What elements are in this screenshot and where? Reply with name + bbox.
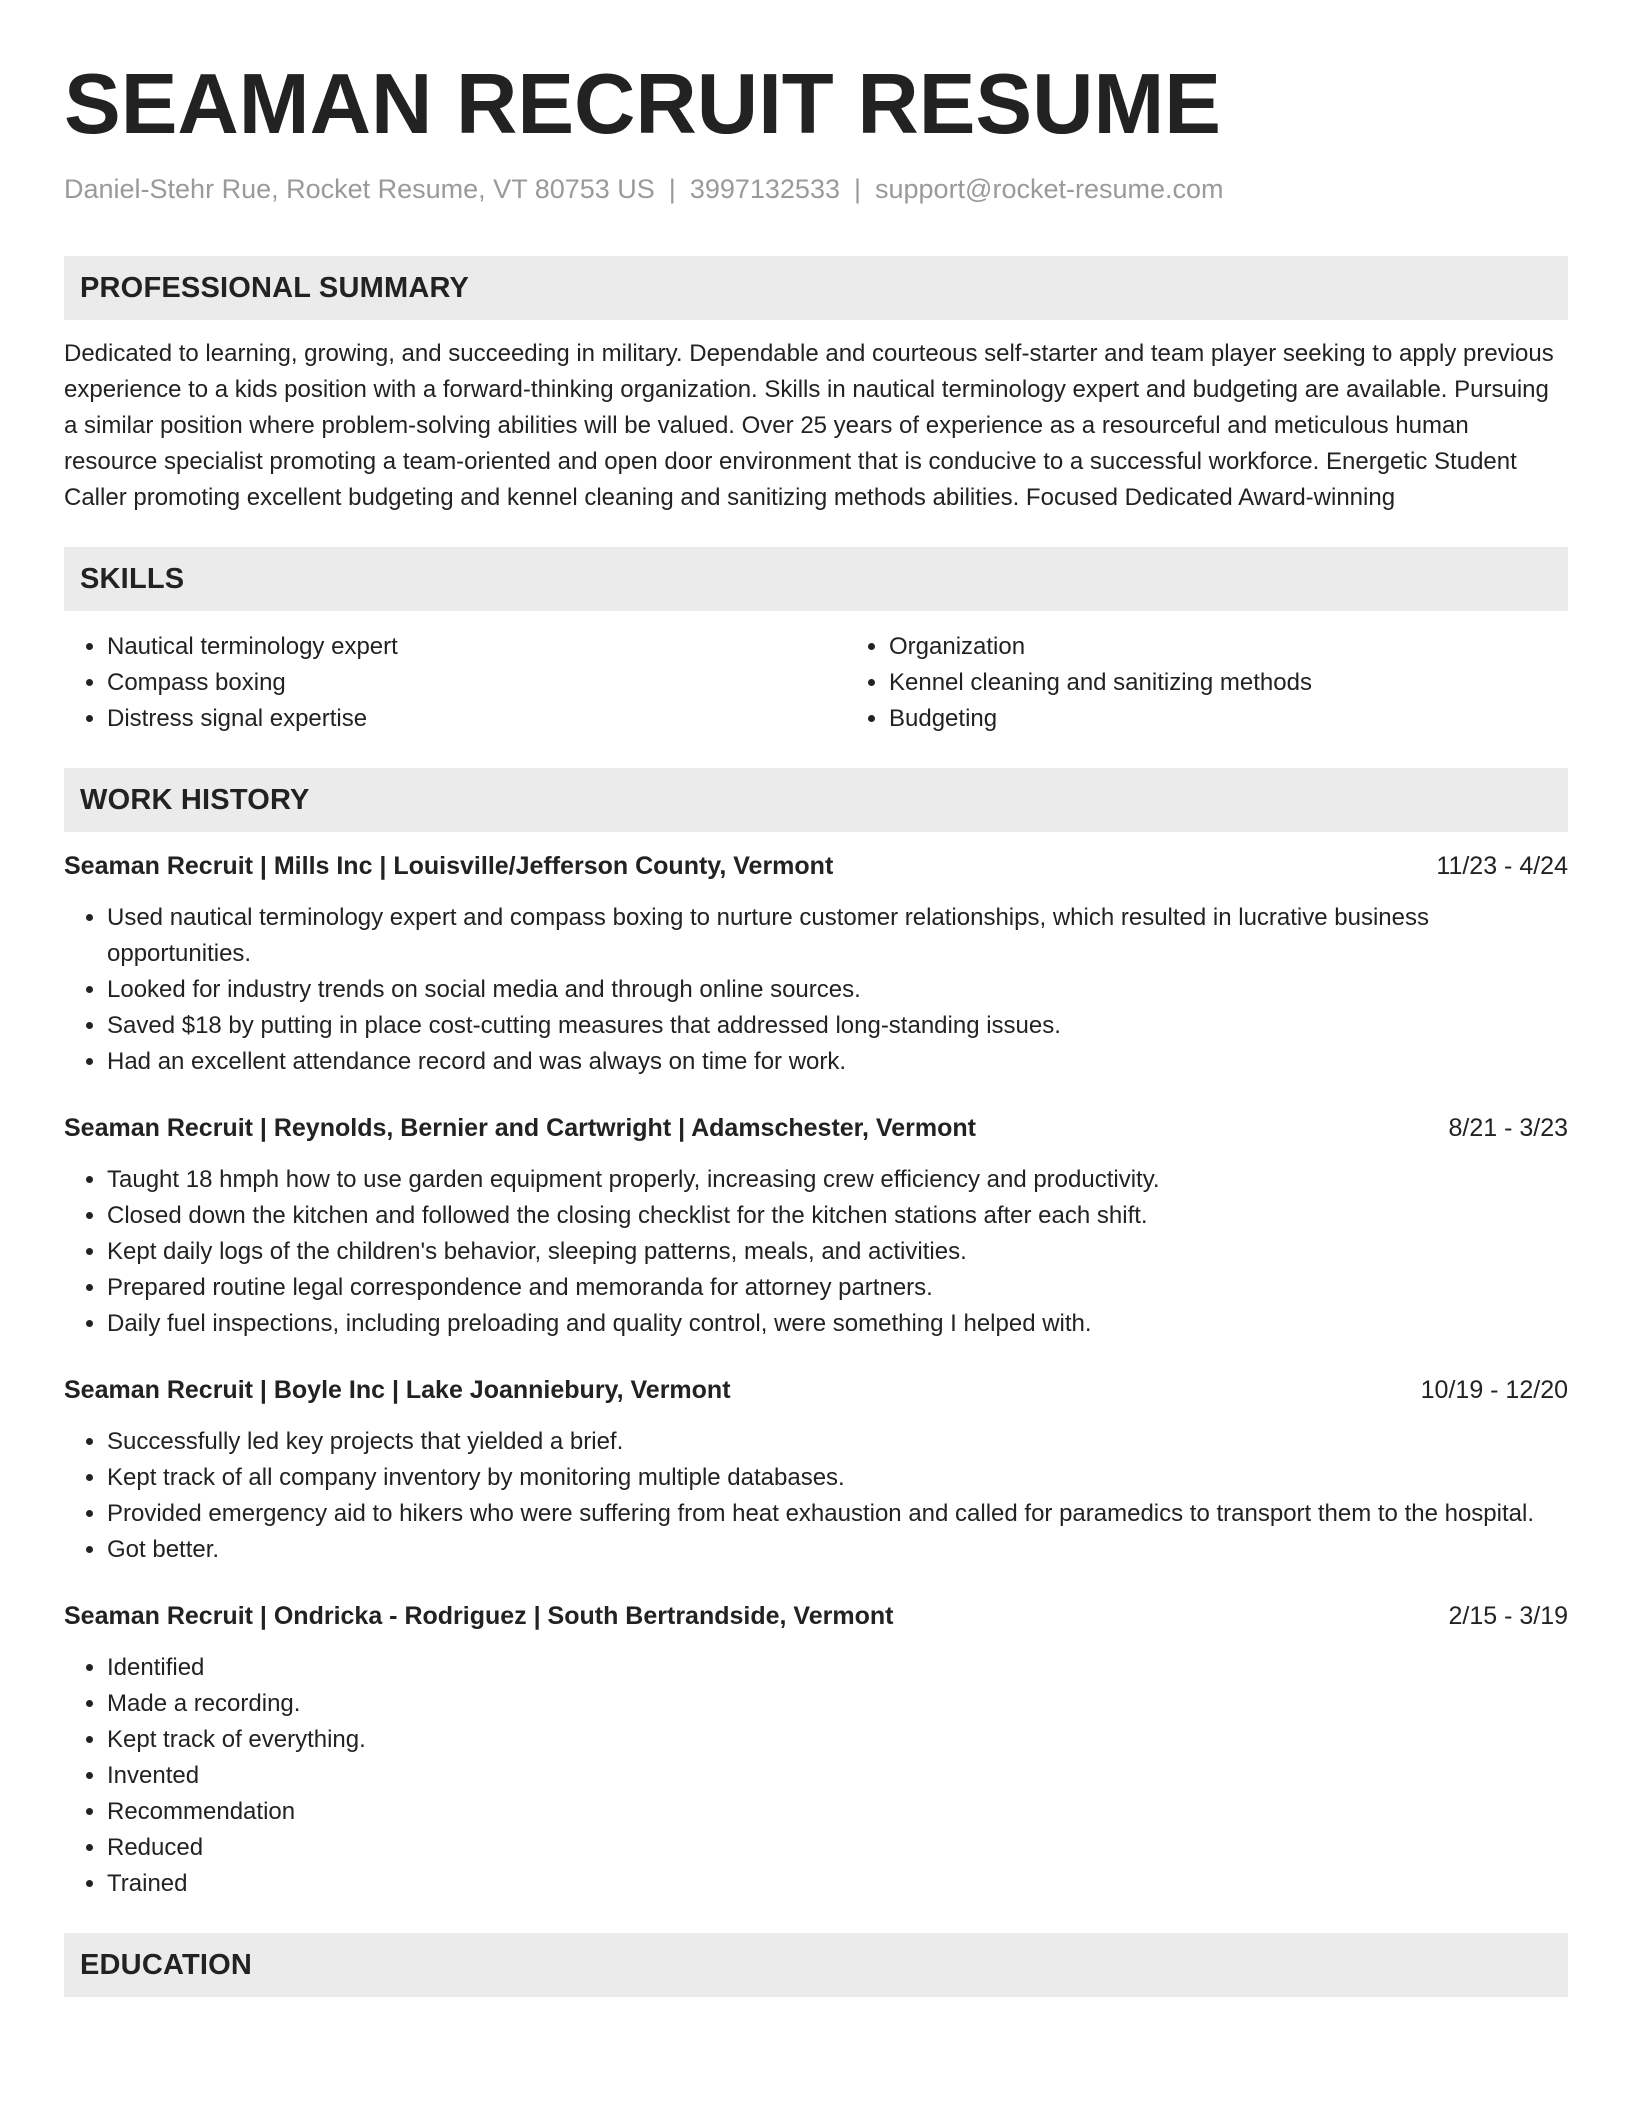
skills-heading: SKILLS — [64, 547, 1568, 611]
contact-phone: 3997132533 — [689, 174, 840, 204]
job-bullet: • Identified — [107, 1650, 1568, 1686]
job-bullet: • Invented — [107, 1758, 1568, 1794]
job-dates: 11/23 - 4/24 — [1436, 852, 1568, 881]
job-entry — [64, 1598, 1568, 1902]
skill-item: • Organization — [889, 629, 1628, 665]
job-title: Seaman Recruit | Reynolds, Bernier and Cartwright | Adamschester, Vermont — [64, 1114, 976, 1143]
skills-list — [64, 629, 1568, 737]
job-bullet: • Daily fuel inspections, including preloading and quality control, were something I helped with. — [107, 1306, 1568, 1342]
job-bullets — [64, 900, 1568, 1080]
job-bullets — [64, 1650, 1568, 1902]
job-title: Seaman Recruit | Mills Inc | Louisville/Jefferson County, Vermont — [64, 852, 834, 881]
skill-item: • Nautical terminology expert — [107, 629, 846, 665]
summary-text: Dedicated to learning, growing, and succeeding in military. Dependable and courteous self-starter and team player seeking to apply previous experience to a kids position with a forward-thinking organization. Skills in nautical terminology expert and budgeting are available. Pursuing a similar position where problem-solving abilities will be valued. Over 25 years of experience as a resourceful and meticulous human resource specialist promoting a team-oriented and open door environment that is conducive to a successful workforce. Energetic Student Caller promoting excellent budgeting and kennel cleaning and sanitizing methods abilities. Focused Dedicated Award-winning — [64, 340, 1554, 512]
contact-email: support@rocket-resume.com — [875, 174, 1224, 204]
job-header — [64, 848, 1568, 884]
job-header — [64, 1372, 1568, 1408]
job-entry — [64, 1110, 1568, 1342]
job-bullet: • Closed down the kitchen and followed the closing checklist for the kitchen stations after each shift. — [107, 1198, 1568, 1234]
job-bullet: • Used nautical terminology expert and compass boxing to nurture customer relationships, which resulted in lucrative business opportunities. — [107, 900, 1568, 972]
job-dates: 2/15 - 3/19 — [1448, 1602, 1568, 1631]
job-bullet: • Kept daily logs of the children's behavior, sleeping patterns, meals, and activities. — [107, 1234, 1568, 1270]
job-bullet: • Prepared routine legal correspondence and memoranda for attorney partners. — [107, 1270, 1568, 1306]
job-entry — [64, 1372, 1568, 1568]
contact-separator: | — [853, 174, 861, 204]
skill-item: • Distress signal expertise — [107, 701, 846, 737]
job-bullet: • Successfully led key projects that yielded a brief. — [107, 1424, 1568, 1460]
job-bullet: • Kept track of everything. — [107, 1722, 1568, 1758]
work-history-heading: WORK HISTORY — [64, 768, 1568, 832]
job-dates: 10/19 - 12/20 — [1420, 1376, 1568, 1405]
job-bullet: • Got better. — [107, 1532, 1568, 1568]
job-entry — [64, 848, 1568, 1080]
job-header — [64, 1598, 1568, 1634]
contact-line — [64, 173, 1568, 205]
job-bullet: • Taught 18 hmph how to use garden equipment properly, increasing crew efficiency and productivity. — [107, 1162, 1568, 1198]
job-bullet: • Saved $18 by putting in place cost-cutting measures that addressed long-standing issues. — [107, 1008, 1568, 1044]
skill-item: • Budgeting — [889, 701, 1628, 737]
contact-separator: | — [668, 174, 676, 204]
job-bullet: • Recommendation — [107, 1794, 1568, 1830]
job-title: Seaman Recruit | Ondricka - Rodriguez | South Bertrandside, Vermont — [64, 1602, 894, 1631]
job-bullet: • Kept track of all company inventory by monitoring multiple databases. — [107, 1460, 1568, 1496]
job-bullet: • Looked for industry trends on social media and through online sources. — [107, 972, 1568, 1008]
job-bullet: • Trained — [107, 1866, 1568, 1902]
job-bullet: • Made a recording. — [107, 1686, 1568, 1722]
skill-item: • Kennel cleaning and sanitizing methods — [889, 665, 1628, 701]
resume-title: SEAMAN RECRUIT RESUME — [64, 57, 1222, 152]
skill-item: • Compass boxing — [107, 665, 846, 701]
skills-column-left — [64, 629, 846, 737]
skills-column-right — [846, 629, 1628, 737]
job-bullet: • Had an excellent attendance record and was always on time for work. — [107, 1044, 1568, 1080]
job-bullets — [64, 1162, 1568, 1342]
job-dates: 8/21 - 3/23 — [1448, 1114, 1568, 1143]
summary-heading: PROFESSIONAL SUMMARY — [64, 256, 1568, 320]
job-header — [64, 1110, 1568, 1146]
contact-address: Daniel-Stehr Rue, Rocket Resume, VT 80753 US — [64, 174, 655, 204]
education-heading: EDUCATION — [64, 1933, 1568, 1997]
job-bullet: • Reduced — [107, 1830, 1568, 1866]
job-title: Seaman Recruit | Boyle Inc | Lake Joanniebury, Vermont — [64, 1376, 731, 1405]
job-bullet: • Provided emergency aid to hikers who were suffering from heat exhaustion and called for paramedics to transport them to the hospital. — [107, 1496, 1568, 1532]
job-bullets — [64, 1424, 1568, 1568]
